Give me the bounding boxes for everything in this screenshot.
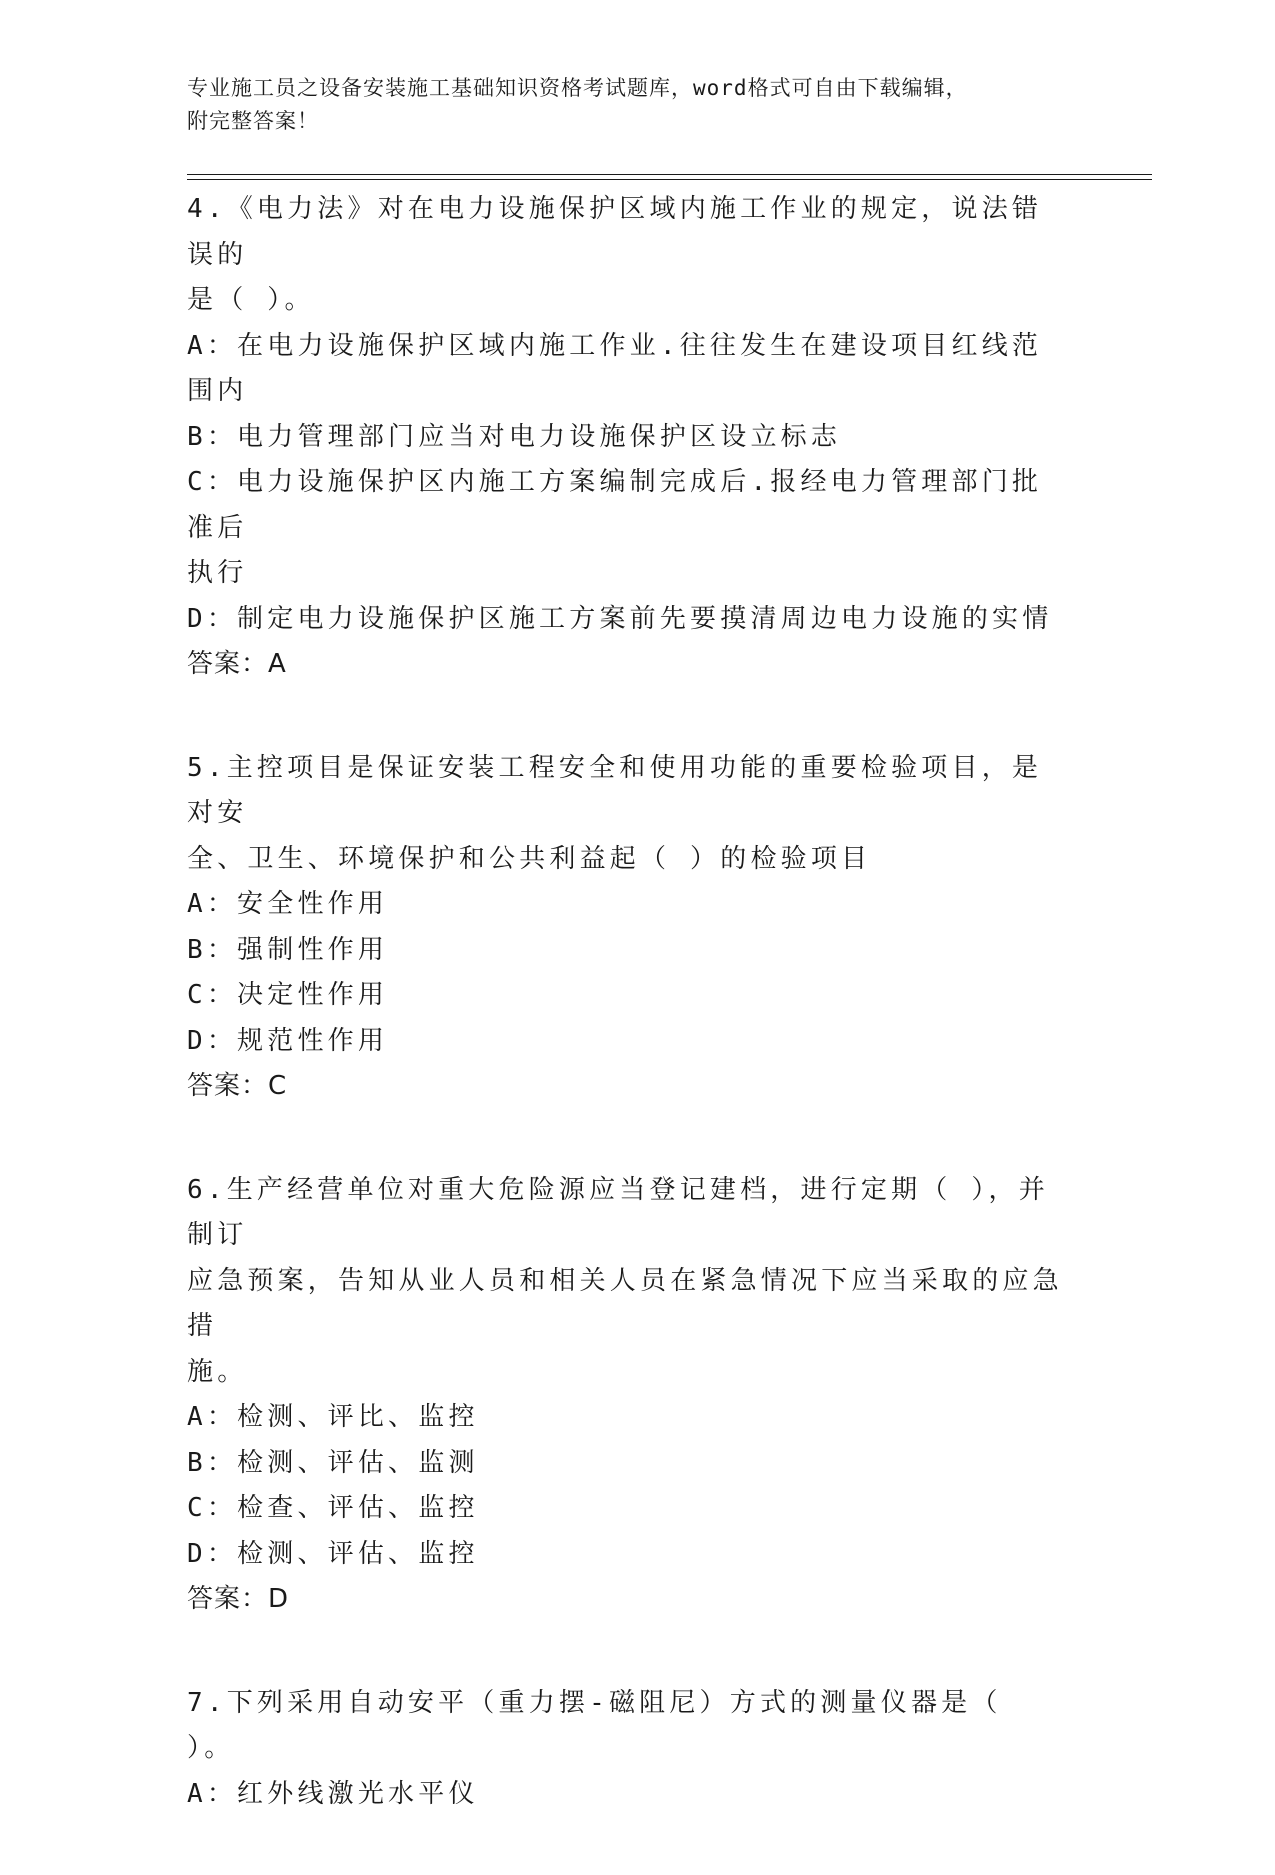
header-line-2: 附完整答案！ [187,109,319,133]
option-a: A：安全性作用 [187,889,389,919]
answer-label: 答案：D [187,1584,290,1614]
header-divider [187,174,1152,180]
option-d: D：检测、评估、监控 [187,1538,479,1569]
question-stem-line: 施。 [187,1356,248,1387]
question-stem-line: 全、卫生、环境保护和公共利益起（ ）的检验项目 [187,843,872,874]
option-c: C：决定性作用 [187,980,389,1010]
question-7 [187,1681,1067,1818]
option-a: A：在电力设施保护区域内施工作业.往往发生在建设项目红线范围内 [187,330,1043,406]
question-6 [187,1168,1067,1623]
question-list [187,187,1067,1875]
option-a: A：红外线激光水平仪 [187,1778,479,1809]
option-a: A：检测、评比、监控 [187,1402,479,1432]
option-b: B：强制性作用 [187,934,389,965]
question-5 [187,746,1067,1110]
question-stem-line: 6.生产经营单位对重大危险源应当登记建档，进行定期（ ），并制订 [187,1174,1049,1250]
answer-label: 答案：C [187,1071,288,1101]
question-stem-line: 是（ ）。 [187,285,315,315]
answer-label: 答案：A [187,649,287,679]
option-b: B：检测、评估、监测 [187,1447,479,1478]
option-d: D：制定电力设施保护区施工方案前先要摸清周边电力设施的实情 [187,603,1053,634]
question-stem-line: 应急预案，告知从业人员和相关人员在紧急情况下应当采取的应急措 [187,1265,1063,1341]
question-stem-line: 4.《电力法》对在电力设施保护区域内施工作业的规定，说法错误的 [187,194,1043,270]
option-c: C：检查、评估、监控 [187,1493,479,1523]
question-4 [187,187,1067,688]
option-c: C：电力设施保护区内施工方案编制完成后.报经电力管理部门批准后 [187,467,1043,543]
header-line-1: 专业施工员之设备安装施工基础知识资格考试题库，word格式可自由下载编辑， [187,76,968,100]
question-stem-line: 7.下列采用自动安平（重力摆-磁阻尼）方式的测量仪器是（ ）。 [187,1687,1022,1763]
option-c-continued: 执行 [187,558,248,588]
document-header [187,72,1067,138]
option-b: B：电力管理部门应当对电力设施保护区设立标志 [187,421,842,452]
option-d: D：规范性作用 [187,1025,389,1056]
question-stem-line: 5.主控项目是保证安装工程安全和使用功能的重要检验项目，是对安 [187,752,1043,828]
